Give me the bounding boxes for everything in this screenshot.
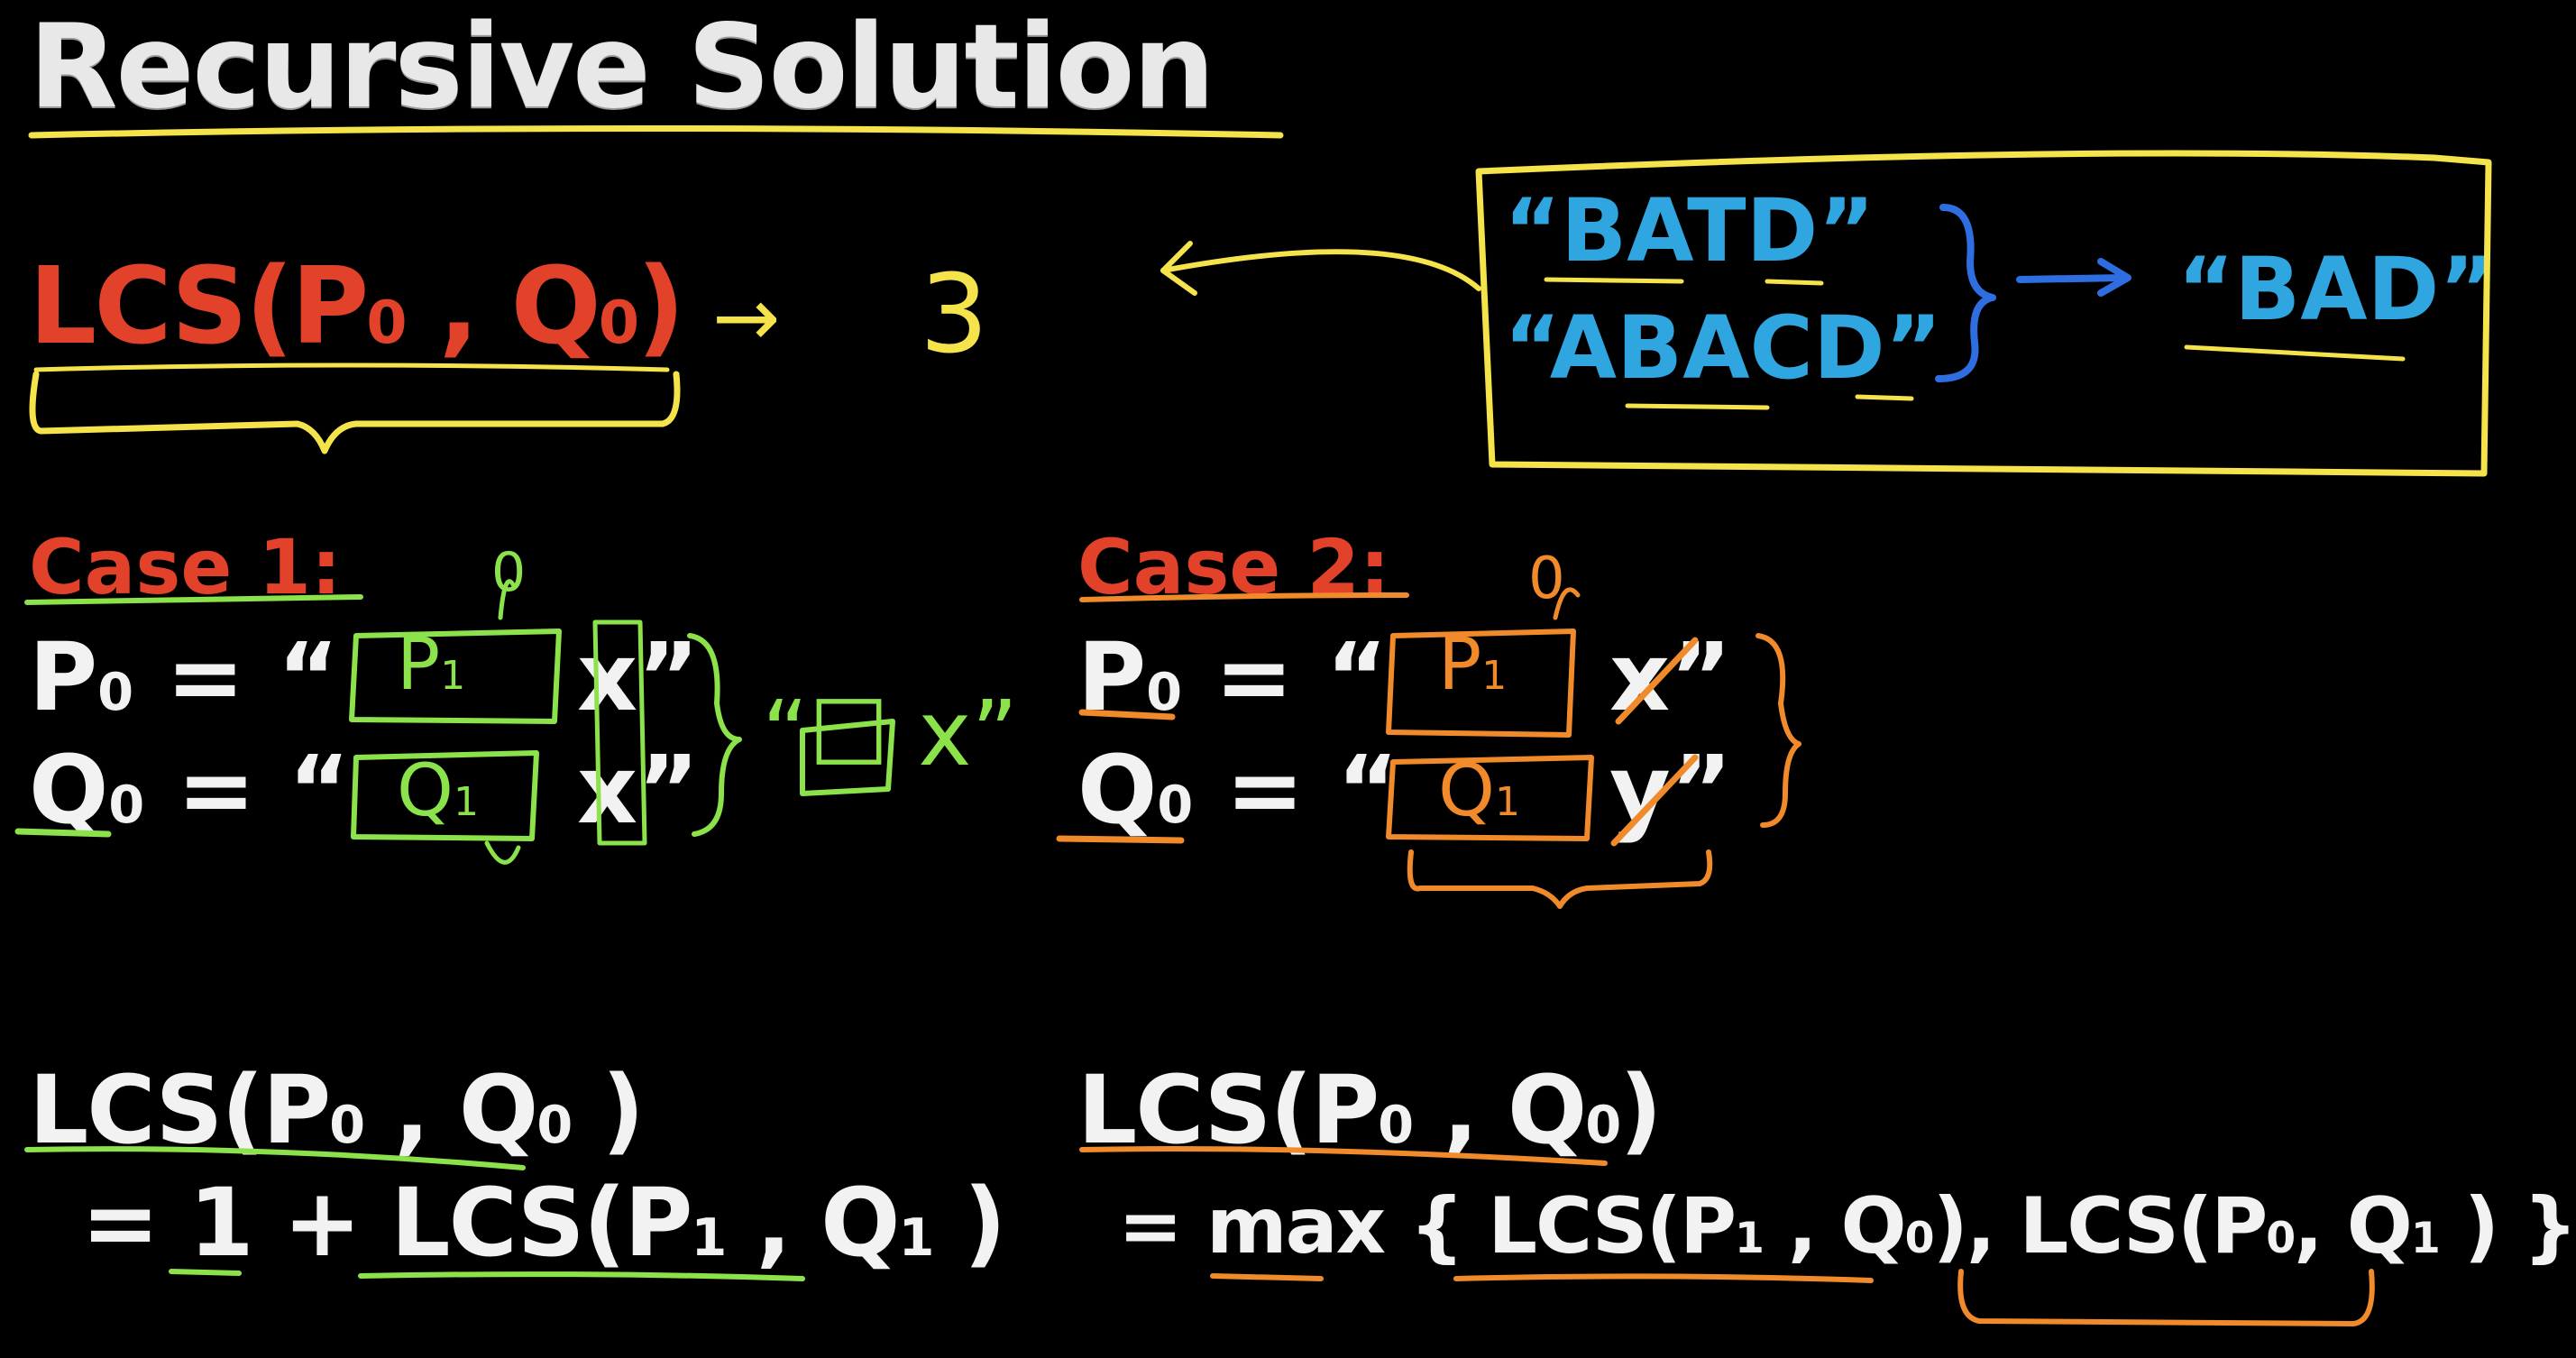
formula1-line2: = 1 + LCS(P1 , Q1 ) xyxy=(81,1168,1005,1278)
case2-q1-box xyxy=(1389,757,1591,839)
case2-brace xyxy=(1758,636,1799,825)
formula2-line2: = max { LCS(P1 , Q0), LCS(P0, Q1 ) } xyxy=(1118,1181,2576,1271)
formula1-underline-2 xyxy=(171,1271,802,1279)
case2-p-last-char: x” xyxy=(1609,622,1732,732)
case1-heading: Case 1: xyxy=(29,523,342,611)
example-string-q: “ABACD” xyxy=(1504,298,1942,399)
case2-q-line: Q0 = “ xyxy=(1077,735,1399,845)
formula1-underline-1 xyxy=(27,1149,523,1168)
case1-q-line: Q0 = “ xyxy=(29,735,351,845)
case2-p1-box-label: P1 xyxy=(1438,622,1508,706)
case2-loop-mark: 0 xyxy=(1528,546,1565,612)
case1-q1-box xyxy=(353,753,536,839)
formula2-bracket xyxy=(1960,1271,2372,1324)
case2-heading: Case 2: xyxy=(1077,523,1390,611)
example-box xyxy=(1479,153,2489,473)
case2-bottom-brace xyxy=(1410,852,1710,906)
box-to-result-arrow xyxy=(1163,252,1479,289)
case2-underline xyxy=(1082,595,1407,600)
case1-underline xyxy=(27,597,361,602)
case2-p1-box xyxy=(1389,631,1573,735)
example-lcs-result: “BAD” xyxy=(2177,239,2497,340)
case1-x-column-box xyxy=(595,622,645,843)
case1-q1-box-label: Q1 xyxy=(397,748,479,832)
result-arrow: → xyxy=(712,271,781,365)
formula2-underline-1 xyxy=(1082,1149,1605,1163)
result-value: 3 xyxy=(920,252,989,378)
case1-merged-note: “☐ x” xyxy=(762,681,1019,786)
case2-p-last-strike xyxy=(1618,640,1695,721)
case2-p-line: P0 = “ xyxy=(1077,622,1388,732)
case1-merged-box xyxy=(802,721,893,794)
case1-q-last-char: x” xyxy=(577,735,700,845)
case1-loop-mark: 0 xyxy=(491,541,527,604)
case1-p1-box xyxy=(352,631,559,721)
example-arrow xyxy=(2020,278,2123,280)
lcs-call-underline xyxy=(36,365,667,370)
example-brace xyxy=(1939,207,1993,379)
title-underline xyxy=(32,129,1280,136)
example-string-p: “BATD” xyxy=(1504,180,1875,281)
case2-q-last-char: y” xyxy=(1609,735,1733,845)
page-title: Recursive Solution xyxy=(29,0,1214,134)
formula2-line1: LCS(P0 , Q0) xyxy=(1077,1055,1661,1165)
case1-p-line: P0 = “ xyxy=(29,622,339,732)
case2-q1-box-label: Q1 xyxy=(1438,748,1520,832)
case2-q-last-strike xyxy=(1614,757,1695,843)
case1-brace xyxy=(690,636,739,834)
formula1-line1: LCS(P0 , Q0 ) xyxy=(29,1055,643,1165)
lcs-call-brace xyxy=(32,374,677,451)
case1-p1-box-label: P1 xyxy=(397,622,466,706)
formula2-underline-2 xyxy=(1213,1276,1871,1280)
lcs-call-top: LCS(P0 , Q0) xyxy=(29,243,683,368)
case1-p-last-char: x” xyxy=(577,622,700,732)
